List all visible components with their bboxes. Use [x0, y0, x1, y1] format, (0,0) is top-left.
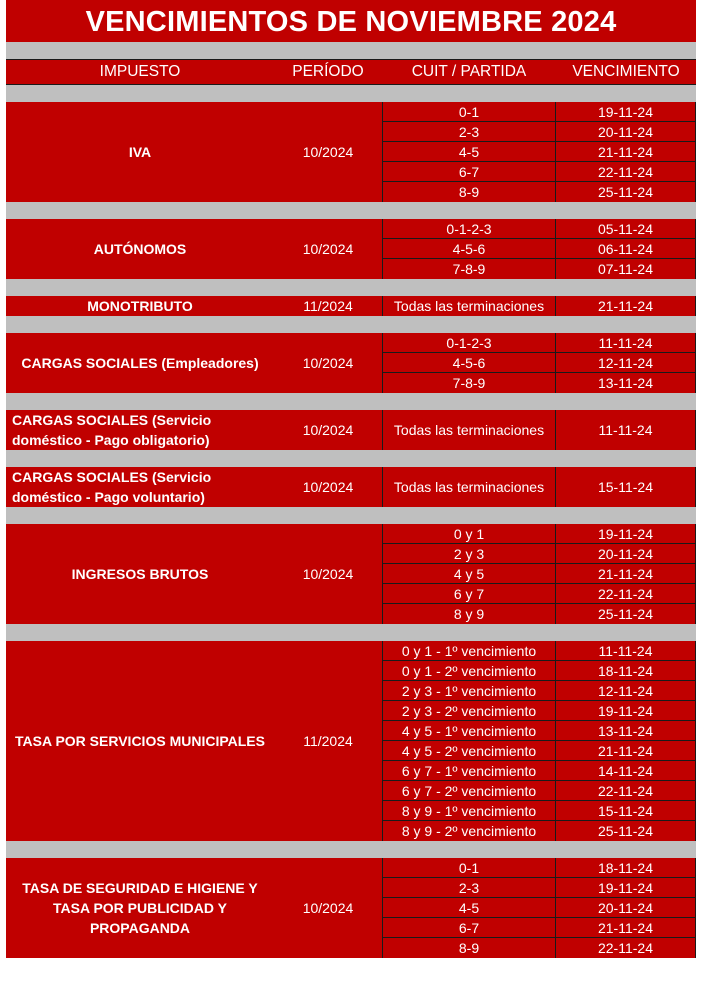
cuit-cell: 0 y 1 - 2º vencimiento [382, 661, 556, 680]
cuit-cell: 8 y 9 [382, 604, 556, 624]
cuit-cell: 4 y 5 - 1º vencimiento [382, 721, 556, 740]
table-row [382, 584, 696, 604]
tax-rows [382, 410, 696, 450]
vencimiento-cell: 25-11-24 [556, 821, 696, 841]
cuit-cell: 0-1 [382, 858, 556, 877]
separator-row [6, 393, 696, 410]
vencimiento-cell: 21-11-24 [556, 564, 696, 583]
vencimiento-cell: 22-11-24 [556, 781, 696, 800]
tax-group [6, 219, 696, 279]
table-row [382, 761, 696, 781]
cuit-cell: 8-9 [382, 182, 556, 202]
cuit-cell: 8 y 9 - 1º vencimiento [382, 801, 556, 820]
tax-name: INGRESOS BRUTOS [71, 566, 209, 582]
tax-rows [382, 219, 696, 279]
cuit-cell: 4-5 [382, 898, 556, 917]
tax-name: MONOTRIBUTO [87, 298, 193, 314]
vencimiento-cell: 15-11-24 [556, 467, 696, 507]
cuit-cell: 8 y 9 - 2º vencimiento [382, 821, 556, 841]
separator-row [6, 507, 696, 524]
table-row [382, 801, 696, 821]
tax-rows [382, 524, 696, 624]
tax-name: CARGAS SOCIALES (Empleadores) [21, 355, 259, 371]
table-row [382, 821, 696, 841]
tax-group [6, 858, 696, 958]
separator-row [6, 42, 696, 59]
cuit-cell: 8-9 [382, 938, 556, 958]
table-row [382, 353, 696, 373]
vencimiento-cell: 21-11-24 [556, 741, 696, 760]
tax-group [6, 296, 696, 316]
table-row [382, 102, 696, 122]
vencimiento-cell: 20-11-24 [556, 122, 696, 141]
vencimiento-cell: 22-11-24 [556, 584, 696, 603]
header-vencimiento: VENCIMIENTO [572, 63, 680, 80]
tax-name: TASA POR SERVICIOS MUNICIPALES [15, 733, 265, 749]
tax-rows [382, 641, 696, 841]
vencimiento-cell: 20-11-24 [556, 544, 696, 563]
table-row [382, 239, 696, 259]
vencimiento-cell: 19-11-24 [556, 524, 696, 543]
separator-row [6, 279, 696, 296]
page-title: VENCIMIENTOS DE NOVIEMBRE 2024 [6, 0, 696, 42]
vencimiento-cell: 14-11-24 [556, 761, 696, 780]
separator-row [6, 316, 696, 333]
table-row [382, 142, 696, 162]
table-row [382, 373, 696, 393]
table-row [382, 296, 696, 316]
cuit-cell: 6 y 7 [382, 584, 556, 603]
vencimiento-cell: 21-11-24 [556, 296, 696, 316]
vencimiento-cell: 11-11-24 [556, 641, 696, 660]
cuit-cell: Todas las terminaciones [382, 296, 556, 316]
table-row [382, 661, 696, 681]
vencimiento-cell: 12-11-24 [556, 353, 696, 372]
table-row [382, 898, 696, 918]
cuit-cell: 6 y 7 - 2º vencimiento [382, 781, 556, 800]
cuit-cell: 0 y 1 [382, 524, 556, 543]
vencimiento-cell: 15-11-24 [556, 801, 696, 820]
tax-period: 10/2024 [302, 566, 354, 582]
cuit-cell: 0 y 1 - 1º vencimiento [382, 641, 556, 660]
cuit-cell: 6-7 [382, 918, 556, 937]
vencimiento-cell: 07-11-24 [556, 259, 696, 279]
table-row [382, 333, 696, 353]
vencimiento-cell: 19-11-24 [556, 102, 696, 121]
tax-period: 11/2024 [303, 733, 353, 749]
table-row [382, 781, 696, 801]
table-row [382, 918, 696, 938]
cuit-cell: 6-7 [382, 162, 556, 181]
table-row [382, 681, 696, 701]
header-cuit: CUIT / PARTIDA [411, 63, 527, 80]
table-row [382, 641, 696, 661]
table-row [382, 564, 696, 584]
table-row [382, 122, 696, 142]
tax-period: 10/2024 [302, 479, 354, 495]
tax-rows [382, 858, 696, 958]
vencimiento-cell: 11-11-24 [556, 410, 696, 450]
cuit-cell: 7-8-9 [382, 373, 556, 393]
vencimientos-table [6, 0, 696, 958]
cuit-cell: 4 y 5 [382, 564, 556, 583]
vencimiento-cell: 18-11-24 [556, 858, 696, 877]
tax-period: 10/2024 [302, 355, 354, 371]
vencimiento-cell: 18-11-24 [556, 661, 696, 680]
tax-rows [382, 102, 696, 202]
table-header [6, 59, 696, 85]
vencimiento-cell: 13-11-24 [556, 721, 696, 740]
cuit-cell: 0-1-2-3 [382, 333, 556, 352]
vencimiento-cell: 20-11-24 [556, 898, 696, 917]
vencimiento-cell: 21-11-24 [556, 142, 696, 161]
tax-group [6, 467, 696, 507]
vencimiento-cell: 19-11-24 [556, 878, 696, 897]
tax-period: 10/2024 [302, 422, 354, 438]
tax-period: 10/2024 [302, 900, 354, 916]
header-periodo: PERÍODO [292, 63, 364, 80]
cuit-cell: 2 y 3 - 1º vencimiento [382, 681, 556, 700]
cuit-cell: 4-5-6 [382, 239, 556, 258]
table-row [382, 182, 696, 202]
cuit-cell: 2-3 [382, 122, 556, 141]
tax-period: 11/2024 [303, 298, 353, 314]
table-row [382, 741, 696, 761]
tax-rows [382, 467, 696, 507]
header-impuesto: IMPUESTO [99, 63, 181, 80]
tax-period: 10/2024 [302, 241, 354, 257]
table-row [382, 938, 696, 958]
table-row [382, 878, 696, 898]
tax-name: CARGAS SOCIALES (Servicio doméstico - Pago voluntario) [12, 469, 212, 505]
vencimiento-cell: 05-11-24 [556, 219, 696, 238]
tax-name: IVA [128, 144, 152, 160]
vencimiento-cell: 19-11-24 [556, 701, 696, 720]
tax-group [6, 102, 696, 202]
table-row [382, 524, 696, 544]
groups-container [6, 85, 696, 958]
table-row [382, 219, 696, 239]
cuit-cell: 7-8-9 [382, 259, 556, 279]
cuit-cell: 6 y 7 - 1º vencimiento [382, 761, 556, 780]
tax-name: AUTÓNOMOS [93, 241, 187, 257]
vencimiento-cell: 13-11-24 [556, 373, 696, 393]
vencimiento-cell: 25-11-24 [556, 182, 696, 202]
table-row [382, 410, 696, 450]
tax-group [6, 410, 696, 450]
table-row [382, 721, 696, 741]
table-row [382, 259, 696, 279]
table-row [382, 544, 696, 564]
cuit-cell: 4-5 [382, 142, 556, 161]
vencimiento-cell: 22-11-24 [556, 938, 696, 958]
table-row [382, 858, 696, 878]
table-row [382, 467, 696, 507]
separator-row [6, 450, 696, 467]
cuit-cell: 2 y 3 [382, 544, 556, 563]
vencimiento-cell: 12-11-24 [556, 681, 696, 700]
vencimiento-cell: 06-11-24 [556, 239, 696, 258]
separator-row [6, 624, 696, 641]
separator-row [6, 202, 696, 219]
tax-group [6, 524, 696, 624]
tax-period: 10/2024 [302, 144, 354, 160]
vencimiento-cell: 25-11-24 [556, 604, 696, 624]
tax-name: TASA DE SEGURIDAD E HIGIENE Y TASA POR PUBLICIDAD Y PROPAGANDA [22, 880, 258, 936]
vencimiento-cell: 22-11-24 [556, 162, 696, 181]
cuit-cell: 4-5-6 [382, 353, 556, 372]
separator-row [6, 841, 696, 858]
cuit-cell: 0-1-2-3 [382, 219, 556, 238]
tax-name: CARGAS SOCIALES (Servicio doméstico - Pago obligatorio) [12, 412, 212, 448]
vencimiento-cell: 11-11-24 [556, 333, 696, 352]
cuit-cell: 2 y 3 - 2º vencimiento [382, 701, 556, 720]
table-row [382, 162, 696, 182]
cuit-cell: 4 y 5 - 2º vencimiento [382, 741, 556, 760]
separator-row [6, 85, 696, 102]
cuit-cell: 0-1 [382, 102, 556, 121]
cuit-cell: Todas las terminaciones [382, 467, 556, 507]
tax-group [6, 641, 696, 841]
table-row [382, 701, 696, 721]
table-row [382, 604, 696, 624]
vencimiento-cell: 21-11-24 [556, 918, 696, 937]
tax-rows [382, 296, 696, 316]
cuit-cell: 2-3 [382, 878, 556, 897]
tax-rows [382, 333, 696, 393]
cuit-cell: Todas las terminaciones [382, 410, 556, 450]
tax-group [6, 333, 696, 393]
